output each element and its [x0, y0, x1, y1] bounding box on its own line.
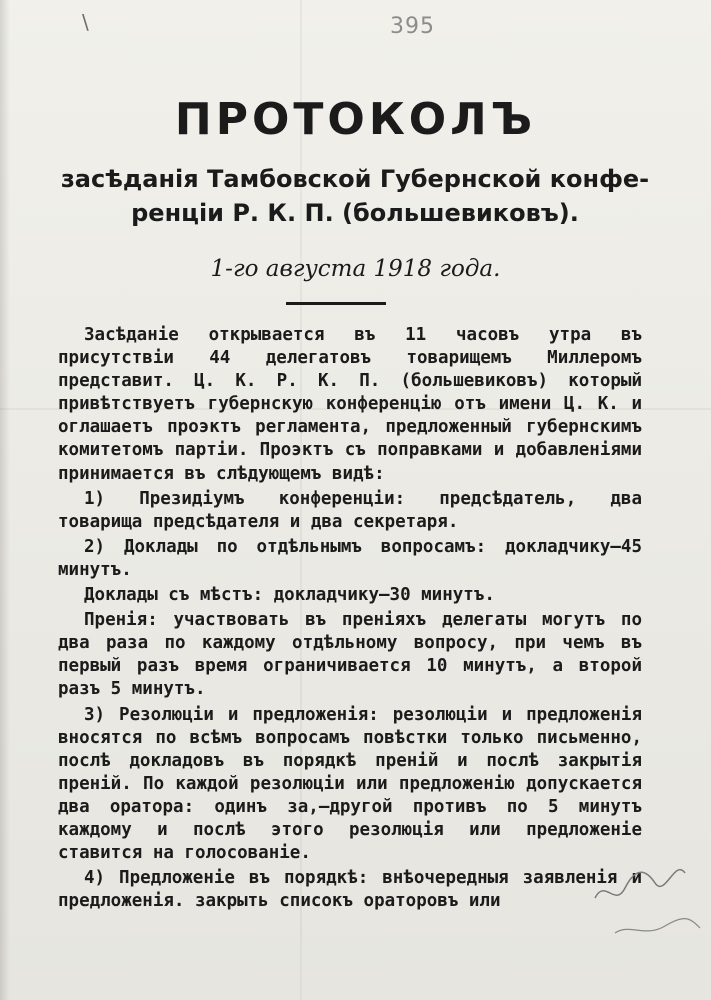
subtitle-line: засѣданія Тамбовской Губернской конфе-: [60, 165, 650, 193]
title-divider: [286, 302, 386, 305]
handwritten-scribble: [585, 838, 705, 948]
archive-page-number: 395: [390, 14, 435, 39]
paragraph-resolutions: 3) Резолюціи и предложенія: резолюціи и предложенія вносятся по всѣмъ вопросамъ повѣстки только письменно, послѣ докладовъ въ порядкѣ преній и послѣ закрытія преній. По каждой резолюціи или предложенію допускается два оратора: одинъ за,—другой противъ по 5 минутъ каждому и послѣ этого резолюція или предложеніе ставится на голосованіе.: [58, 704, 642, 864]
paragraph-local-reports: Доклады съ мѣстъ: докладчику—30 минутъ.: [84, 585, 495, 606]
paragraph-procedural: 4) Предложеніе въ порядкѣ: внѣочередныя заявленія и предложенія. закрыть списокъ ораторовъ или: [58, 868, 642, 912]
pencil-mark: \: [82, 10, 89, 34]
paragraph-presidium: 1) Президіумъ конференціи: предсѣдатель, два товарища предсѣдателя и два секретаря.: [58, 488, 642, 532]
page-edge-shadow: [0, 0, 10, 1000]
paragraph-opening: Засѣданіе открывается въ 11 часовъ утра въ присутствіи 44 делегатовъ товарищемъ Миллеромъ представит. Ц. К. Р. К. П. (большевиковъ) который привѣтствуетъ губернскую конференцію отъ имени Ц. К. и оглашаетъ проэктъ регламента, предложенный губернскимъ комитетомъ партіи. Проэктъ съ поправками и добавленіями принимается въ слѣдующемъ видѣ:: [58, 325, 642, 484]
meeting-date: 1-го августа 1918 года.: [210, 256, 501, 282]
document-subtitle: [30, 162, 680, 230]
paragraph-reports: 2) Доклады по отдѣльнымъ вопросамъ: докладчику—45 минутъ.: [58, 536, 642, 580]
document-title: ПРОТОКОЛЪ: [174, 94, 537, 145]
subtitle-line: ренціи Р. К. П. (большевиковъ).: [131, 199, 579, 227]
protocol-body: [58, 324, 642, 915]
paragraph-debates: Пренія: участвовать въ преніяхъ делегаты могутъ по два раза по каждому отдѣльному вопросу, при чемъ въ первый разъ время ограничивается 10 минутъ, а второй разъ 5 минутъ.: [58, 610, 642, 700]
